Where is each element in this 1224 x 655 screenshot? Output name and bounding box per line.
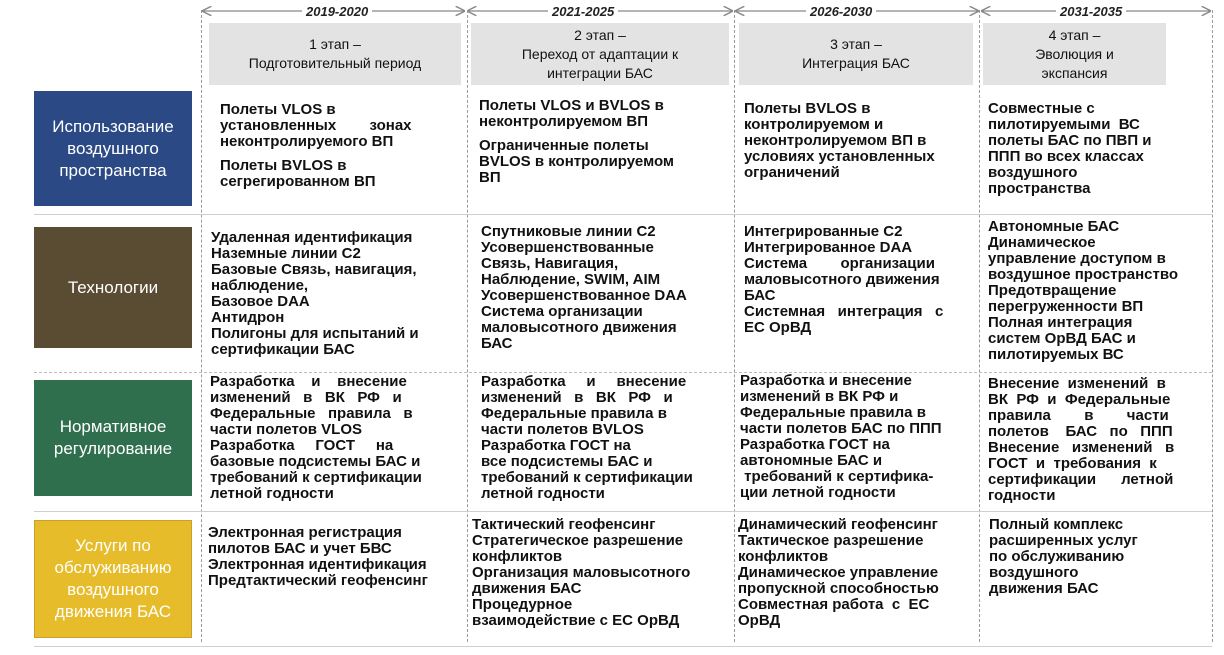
cell-line: движения БАС — [989, 580, 1099, 597]
cell-line: летной годности — [210, 485, 334, 502]
cell-line: Динамическое — [988, 234, 1096, 251]
cell-line: Антидрон — [211, 309, 285, 326]
cell-line: Интегрированное DAA — [744, 239, 913, 256]
cell-line: Разработка и внесение — [210, 374, 407, 390]
cell-line: Полигоны для испытаний и — [211, 325, 419, 342]
period-label-4: 2031-2035 — [1056, 4, 1126, 19]
stage-header-1 — [209, 23, 461, 85]
cell-line: пилотируемыми ВС — [988, 116, 1140, 133]
cell-line: маловысотного движения — [481, 319, 677, 336]
category-regulation — [34, 380, 192, 496]
cell-regulation-stage-2 — [481, 374, 733, 509]
cell-line: Базовое DAA — [211, 293, 310, 310]
cell-line: ции летной годности — [740, 484, 896, 501]
cell-line: воздушное пространство — [988, 266, 1179, 283]
cell-line: части полетов BVLOS — [481, 421, 644, 438]
category-label-line: обслуживанию — [54, 558, 172, 577]
stage-header-2 — [471, 23, 729, 85]
category-label-line: воздушного — [67, 580, 159, 599]
cell-line: ППП во всех классах — [988, 148, 1144, 165]
cell-line: Разработка и внесение — [740, 373, 912, 389]
cell-line: правила в части — [988, 407, 1169, 424]
cell-line: требований к сертификации — [210, 469, 422, 486]
cell-line: Полеты VLOS в — [220, 102, 336, 118]
cell-line: систем ОрВД БАС и — [988, 330, 1136, 347]
cell-line: изменений в ВК РФ и — [740, 388, 899, 405]
cell-line: ЕС ОрВД — [744, 319, 812, 336]
cell-line: установленных зонах — [220, 117, 412, 134]
cell-line: Полная интеграция — [988, 314, 1133, 331]
stage-header-line: 4 этап – — [1048, 26, 1101, 43]
cell-line: Разработка и внесение — [481, 374, 687, 390]
cell-line: Федеральные правила в — [210, 405, 413, 422]
category-label-line: движения БАС — [54, 602, 172, 621]
cell-line: воздушного — [988, 164, 1078, 181]
cell-tech-stage-1 — [211, 230, 467, 368]
cell-line: BVLOS в контролируемом — [479, 153, 675, 170]
cell-line: Наблюдение, SWIM, AIM — [481, 271, 661, 288]
stage-header-line: 2 этап – — [574, 26, 626, 43]
cell-line: Разработка ГОСТ на — [481, 437, 631, 454]
cell-line: Полеты BVLOS в — [220, 157, 347, 174]
category-atm-services — [34, 520, 192, 638]
stage-header-line: экспансия — [1041, 64, 1108, 81]
cell-line: неконтролируемом ВП — [479, 113, 648, 130]
category-label-line: Использование — [52, 116, 174, 136]
cell-line: пространства — [988, 180, 1091, 197]
cell-line: Тактическое разрешение — [738, 532, 924, 549]
cell-airspace-stage-4 — [988, 101, 1212, 211]
column-divider — [734, 10, 735, 642]
cell-line: наблюдение, — [211, 277, 309, 294]
cell-line: сертификации летной — [988, 471, 1174, 488]
cell-line: все подсистемы БАС и — [481, 453, 653, 470]
category-technologies — [34, 227, 192, 348]
cell-line: взаимодействие с ЕС ОрВД — [472, 612, 680, 629]
cell-line: условиях установленных — [744, 148, 935, 165]
cell-line: части полетов VLOS — [210, 421, 362, 438]
cell-line: пропускной способностью — [738, 580, 939, 597]
stage-header-line: Подготовительный период — [248, 55, 422, 71]
cell-airspace-stage-2 — [479, 98, 731, 210]
cell-line: изменений в ВК РФ и — [210, 389, 402, 406]
cell-line: неконтролируемом ВП в — [744, 132, 927, 149]
category-airspace-use — [34, 91, 192, 206]
cell-line: Стратегическое разрешение — [472, 532, 684, 549]
category-label-line: Нормативное — [59, 417, 167, 436]
cell-line: ОрВД — [738, 612, 781, 629]
cell-tech-stage-2 — [481, 224, 733, 368]
cell-airspace-stage-1 — [220, 102, 460, 210]
stage-header-3 — [739, 23, 973, 85]
cell-line: Полеты BVLOS в — [744, 101, 871, 117]
category-label-line: Технологии — [67, 277, 159, 297]
cell-line: Системная интеграция с — [744, 303, 944, 320]
cell-line: Система организации — [744, 255, 935, 272]
cell-line: Связь, Навигация, — [481, 255, 619, 272]
category-label-line: пространства — [59, 160, 167, 180]
cell-line: Полеты VLOS и BVLOS в — [479, 98, 664, 114]
cell-line: ГОСТ и требования к — [988, 455, 1157, 472]
cell-line: БАС — [481, 335, 513, 352]
stage-header-line: интеграции БАС — [547, 64, 653, 81]
cell-line: сегрегированном ВП — [220, 173, 376, 190]
cell-line: сертификации БАС — [211, 341, 355, 358]
category-label-line: Услуги по — [75, 536, 151, 555]
cell-line: Усовершенствованное DAA — [481, 287, 687, 304]
cell-line: Совместные с — [988, 101, 1095, 117]
cell-airspace-stage-3 — [744, 101, 980, 211]
cell-line: Наземные линии С2 — [211, 245, 361, 262]
row-divider — [34, 214, 1212, 215]
cell-line: Тактический геофенсинг — [472, 517, 656, 533]
cell-line: Электронная регистрация — [208, 525, 402, 541]
cell-line: автономные БАС и — [740, 452, 883, 469]
cell-line: требований к сертификации — [481, 469, 693, 486]
cell-line: Интегрированные С2 — [744, 224, 903, 240]
cell-line: полетов БАС по ППП — [988, 423, 1173, 440]
cell-line: пилотируемых ВС — [988, 346, 1124, 363]
cell-line: Организация маловысотного — [472, 564, 691, 581]
cell-line: годности — [988, 487, 1056, 504]
period-label-3: 2026-2030 — [806, 4, 876, 19]
period-label-2: 2021-2025 — [548, 4, 618, 19]
row-divider — [34, 372, 1212, 373]
cell-line: управление доступом в — [988, 250, 1166, 267]
cell-regulation-stage-1 — [210, 374, 467, 509]
cell-line: изменений в ВК РФ и — [481, 389, 673, 406]
cell-line: БАС — [744, 287, 776, 304]
cell-services-stage-4 — [989, 517, 1211, 643]
cell-line: пилотов БАС и учет БВС — [208, 540, 392, 557]
column-divider — [1212, 10, 1213, 642]
cell-line: Базовые Связь, навигация, — [211, 261, 417, 278]
cell-line: части полетов БАС по ППП — [740, 420, 942, 437]
cell-line: маловысотного движения — [744, 271, 940, 288]
cell-line: контролируемом и — [744, 116, 884, 133]
cell-regulation-stage-4 — [988, 376, 1210, 510]
stage-header-line: 3 этап – — [830, 36, 882, 52]
table-bottom-border — [34, 646, 1212, 647]
column-divider — [201, 10, 202, 642]
cell-line: Предтактический геофенсинг — [208, 572, 428, 589]
cell-line: ВП — [479, 169, 501, 186]
cell-line: Ограниченные полеты — [479, 137, 649, 154]
cell-line: Удаленная идентификация — [211, 230, 413, 246]
cell-line: конфликтов — [472, 548, 563, 565]
stage-header-line: Интеграция БАС — [802, 55, 910, 71]
cell-line: Федеральные правила в — [740, 404, 926, 421]
period-label-1: 2019-2020 — [302, 4, 372, 19]
cell-services-stage-1 — [208, 525, 467, 643]
cell-line: Процедурное — [472, 596, 573, 613]
cell-line: полеты БАС по ПВП и — [988, 132, 1152, 149]
cell-line: ограничений — [744, 164, 840, 181]
cell-line: Внесение изменений в — [988, 376, 1166, 392]
cell-line: Предотвращение — [988, 282, 1117, 299]
cell-line: Разработка ГОСТ на — [740, 436, 890, 453]
stage-header-line: Эволюция и — [1035, 45, 1114, 62]
cell-tech-stage-4 — [988, 219, 1212, 371]
cell-tech-stage-3 — [744, 224, 980, 368]
cell-line: базовые подсистемы БАС и — [210, 453, 421, 470]
stage-header-line: Переход от адаптации к — [521, 45, 679, 62]
cell-line: Внесение изменений в — [988, 439, 1175, 456]
cell-line: Электронная идентификация — [208, 556, 427, 573]
cell-line: Полный комплекс — [989, 517, 1124, 533]
cell-line: Динамический геофенсинг — [738, 517, 938, 533]
cell-line: Спутниковые линии С2 — [481, 224, 656, 240]
cell-line: воздушного — [989, 564, 1079, 581]
cell-line: летной годности — [481, 485, 605, 502]
cell-line: перегруженности ВП — [988, 298, 1144, 315]
stage-header-line: 1 этап – — [309, 36, 361, 52]
cell-line: Автономные БАС — [988, 219, 1120, 235]
cell-services-stage-3 — [738, 517, 979, 643]
cell-line: неконтролируемого ВП — [220, 133, 394, 150]
cell-line: движения БАС — [472, 580, 582, 597]
category-label-line: регулирование — [53, 439, 173, 458]
cell-line: Совместная работа с ЕС — [738, 596, 930, 613]
stage-header-4 — [983, 23, 1166, 85]
cell-line: конфликтов — [738, 548, 829, 565]
cell-line: расширенных услуг — [989, 532, 1138, 549]
cell-line: ВК РФ и Федеральные — [988, 391, 1171, 408]
cell-line: Разработка ГОСТ на — [210, 437, 394, 454]
cell-line: Система организации — [481, 303, 643, 320]
row-divider — [34, 511, 1212, 512]
cell-regulation-stage-3 — [740, 373, 980, 509]
category-label-line: воздушного — [67, 138, 159, 158]
cell-line: Динамическое управление — [738, 564, 939, 581]
column-divider — [467, 10, 468, 642]
cell-line: Федеральные правила в — [481, 405, 667, 422]
cell-line: требований к сертифика- — [740, 468, 934, 485]
cell-line: по обслуживанию — [989, 548, 1125, 565]
cell-services-stage-2 — [472, 517, 733, 643]
cell-line: Усовершенствованные — [481, 239, 654, 256]
